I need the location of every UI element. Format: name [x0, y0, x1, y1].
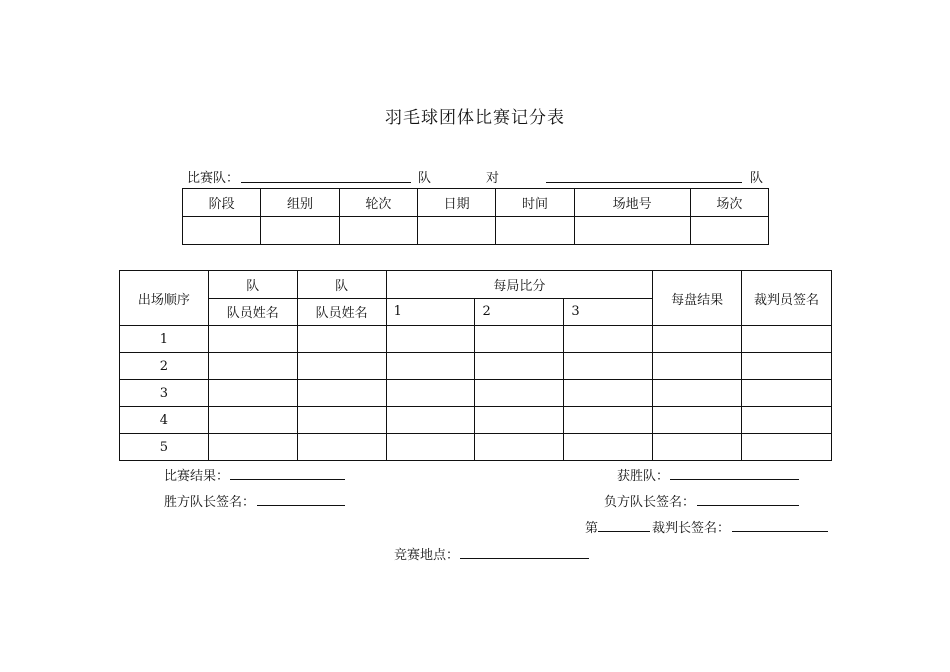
player-b-cell[interactable]: [297, 326, 386, 353]
umpire-sign-header: 裁判员签名: [742, 271, 832, 326]
game-3-header: 3: [564, 298, 653, 326]
result-cell[interactable]: [653, 353, 742, 380]
game-1-cell[interactable]: [386, 353, 475, 380]
order-number-cell: 2: [120, 353, 209, 380]
stage-value-cell[interactable]: [183, 217, 261, 245]
table-row: [120, 353, 832, 380]
loser-captain-input-line[interactable]: [697, 505, 799, 506]
page-title: 羽毛球团体比赛记分表: [385, 108, 565, 128]
game-3-cell[interactable]: [564, 353, 653, 380]
order-number-cell: 1: [120, 326, 209, 353]
stage-header-row: [183, 189, 769, 217]
loser-captain-label: 负方队长签名：: [604, 495, 696, 510]
player-a-cell[interactable]: [208, 380, 297, 407]
umpire-sign-cell[interactable]: [742, 353, 832, 380]
match-number-header-cell: 场次: [690, 189, 768, 217]
umpire-sign-cell[interactable]: [742, 434, 832, 461]
order-number-cell: 3: [120, 380, 209, 407]
result-cell[interactable]: [653, 380, 742, 407]
game-2-cell[interactable]: [475, 380, 564, 407]
round-header-cell: 轮次: [339, 189, 417, 217]
table-row: [120, 326, 832, 353]
umpire-sign-cell[interactable]: [742, 380, 832, 407]
player-name-a-header: 队员姓名: [208, 298, 297, 326]
player-b-cell[interactable]: [297, 407, 386, 434]
referee-sign-input-line[interactable]: [732, 531, 828, 532]
game-2-cell[interactable]: [475, 407, 564, 434]
player-a-cell[interactable]: [208, 326, 297, 353]
team-b-input-line[interactable]: [546, 182, 742, 183]
team-a-header: 队: [208, 271, 297, 299]
umpire-sign-cell[interactable]: [742, 326, 832, 353]
team-a-suffix: 队: [418, 171, 432, 186]
game-2-cell[interactable]: [475, 434, 564, 461]
table-row: [120, 380, 832, 407]
game-2-header: 2: [475, 298, 564, 326]
versus-label: 对: [486, 171, 500, 186]
game-1-cell[interactable]: [386, 380, 475, 407]
player-b-cell[interactable]: [297, 380, 386, 407]
date-value-cell[interactable]: [417, 217, 495, 245]
game-1-cell[interactable]: [386, 434, 475, 461]
match-number-value-cell[interactable]: [690, 217, 768, 245]
teams-label: 比赛队：: [187, 171, 240, 186]
team-b-suffix: 队: [750, 171, 764, 186]
stage-value-row: [183, 217, 769, 245]
court-header-cell: 场地号: [574, 189, 690, 217]
time-value-cell[interactable]: [496, 217, 574, 245]
match-result-input-line[interactable]: [230, 479, 345, 480]
match-result-header: 每盘结果: [653, 271, 742, 326]
venue-label: 竞赛地点：: [394, 548, 460, 563]
winner-captain-input-line[interactable]: [257, 505, 345, 506]
time-header-cell: 时间: [496, 189, 574, 217]
player-a-cell[interactable]: [208, 434, 297, 461]
stage-header-cell: 阶段: [183, 189, 261, 217]
game-3-cell[interactable]: [564, 407, 653, 434]
table-row: [120, 434, 832, 461]
score-table: [119, 270, 832, 461]
player-a-cell[interactable]: [208, 407, 297, 434]
player-a-cell[interactable]: [208, 353, 297, 380]
winner-team-input-line[interactable]: [670, 479, 799, 480]
team-a-input-line[interactable]: [241, 182, 411, 183]
team-b-header: 队: [297, 271, 386, 299]
order-number-cell: 5: [120, 434, 209, 461]
umpire-sign-cell[interactable]: [742, 407, 832, 434]
game-1-header: 1: [386, 298, 475, 326]
winner-team-label: 获胜队：: [617, 469, 670, 484]
result-cell[interactable]: [653, 407, 742, 434]
game-2-cell[interactable]: [475, 326, 564, 353]
player-name-b-header: 队员姓名: [297, 298, 386, 326]
winner-captain-label: 胜方队长签名：: [164, 495, 256, 510]
result-cell[interactable]: [653, 326, 742, 353]
table-row: [120, 407, 832, 434]
match-result-label: 比赛结果：: [164, 469, 230, 484]
order-number-cell: 4: [120, 407, 209, 434]
group-header-cell: 组别: [261, 189, 339, 217]
venue-input-line[interactable]: [460, 558, 589, 559]
group-value-cell[interactable]: [261, 217, 339, 245]
game-3-cell[interactable]: [564, 326, 653, 353]
order-header: 出场顺序: [120, 271, 209, 326]
court-value-cell[interactable]: [574, 217, 690, 245]
score-header-row-1: [120, 271, 832, 299]
referee-number-input-line[interactable]: [598, 531, 650, 532]
game-2-cell[interactable]: [475, 353, 564, 380]
game-1-cell[interactable]: [386, 407, 475, 434]
referee-sign-label: 裁判长签名：: [652, 521, 731, 536]
referee-prefix-label: 第: [585, 521, 599, 536]
game-scores-header: 每局比分: [386, 271, 653, 299]
player-b-cell[interactable]: [297, 434, 386, 461]
date-header-cell: 日期: [417, 189, 495, 217]
player-b-cell[interactable]: [297, 353, 386, 380]
game-3-cell[interactable]: [564, 380, 653, 407]
round-value-cell[interactable]: [339, 217, 417, 245]
game-3-cell[interactable]: [564, 434, 653, 461]
result-cell[interactable]: [653, 434, 742, 461]
game-1-cell[interactable]: [386, 326, 475, 353]
stage-info-table: [182, 188, 769, 245]
